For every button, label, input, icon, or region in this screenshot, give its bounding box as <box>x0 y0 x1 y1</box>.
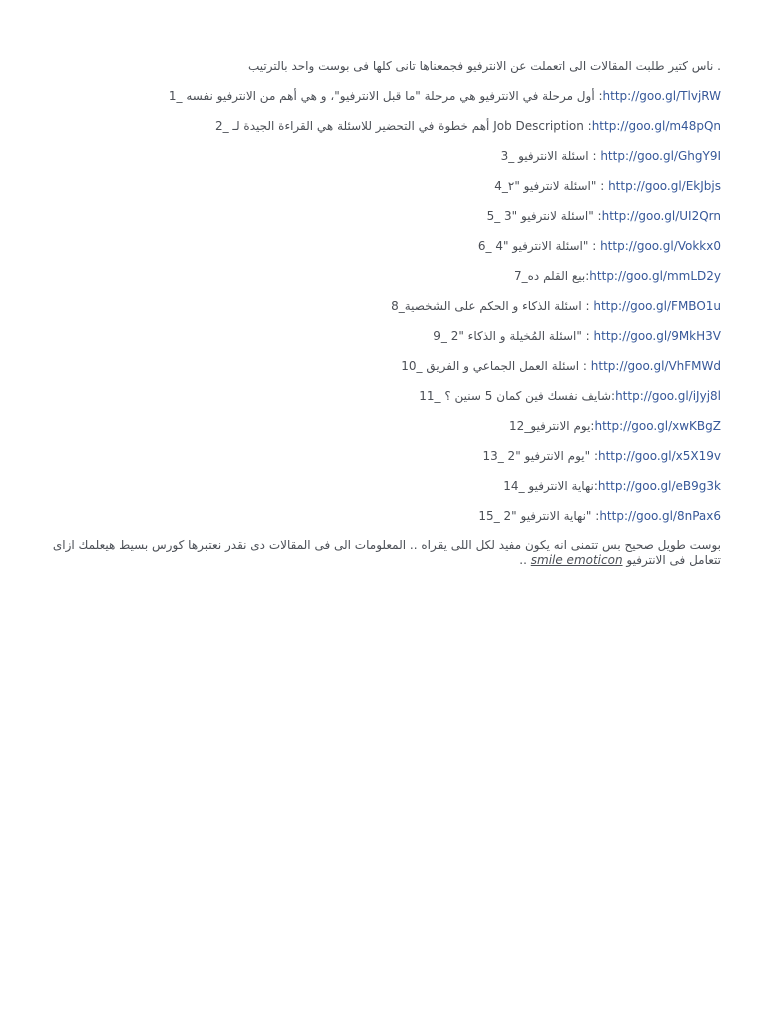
article-link[interactable]: http://goo.gl/GhgY9I <box>600 149 721 163</box>
article-link[interactable]: http://goo.gl/9MkH3V <box>593 329 721 343</box>
article-item <box>48 88 721 104</box>
article-link[interactable]: http://goo.gl/FMBO1u <box>593 299 721 313</box>
intro-paragraph: . ناس كتير طلبت المقالات الى اتعملت عن الانترفيو فجمعناها تانى كلها فى بوست واحد بالترتيب <box>247 59 721 73</box>
article-item <box>48 358 721 374</box>
article-link[interactable]: http://goo.gl/EkJbjs <box>608 179 721 193</box>
article-item <box>48 328 721 344</box>
article-item <box>48 478 721 494</box>
article-title: : اسئلة العمل الجماعي و الفريق _10 <box>401 359 591 373</box>
article-title: : "اسئلة لانترفيو "٢_4 <box>494 179 609 193</box>
article-link[interactable]: http://goo.gl/eB9g3k <box>597 479 721 493</box>
article-title: : أول مرحلة في الانترفيو هي مرحلة "ما قبل الانترفيو"، و هي أهم من الانترفيو نفسه _1 <box>168 89 603 103</box>
article-link[interactable]: http://goo.gl/UI2Qrn <box>601 209 721 223</box>
closing-paragraph <box>48 538 721 568</box>
article-item <box>48 178 721 194</box>
closing-text: بوست طويل صحيح بس تتمنى انه يكون مفيد لكل اللى يقراه .. المعلومات الى فى المقالات دى نقدر نعتبرها كورس بسيط هيعلمك ازاى تتعامل فى الانترفيو <box>52 538 721 567</box>
article-title: : "يوم الانترفيو "2 _13 <box>482 449 598 463</box>
article-link[interactable]: http://goo.gl/x5X19v <box>598 449 721 463</box>
article-item <box>48 148 721 164</box>
article-link[interactable]: http://goo.gl/xwKBgZ <box>594 419 721 433</box>
article-link[interactable]: http://goo.gl/TlvjRW <box>602 89 721 103</box>
article-item <box>48 118 721 134</box>
article-link[interactable]: http://goo.gl/iJyj8l <box>615 389 721 403</box>
article-list <box>48 88 721 524</box>
article-title: :بيع القلم ده_7 <box>513 269 590 283</box>
closing-dots: .. <box>519 553 527 567</box>
article-title: : "اسئلة لانترفيو "3 _5 <box>486 209 602 223</box>
article-item <box>48 208 721 224</box>
article-link[interactable]: http://goo.gl/m48pQn <box>591 119 721 133</box>
article-title: : "اسئلة الانترفيو "4 _6 <box>477 239 601 253</box>
article-item <box>48 388 721 404</box>
article-item <box>48 238 721 254</box>
article-link[interactable]: http://goo.gl/Vokkx0 <box>600 239 721 253</box>
article-title: :يوم الانترفيو_12 <box>509 419 595 433</box>
article-title: :نهاية الانترفيو _14 <box>503 479 598 493</box>
article-link[interactable]: http://goo.gl/8nPax6 <box>599 509 721 523</box>
article-item <box>48 298 721 314</box>
article-title: : Job Description أهم خطوة في التحضير للاسئلة هي القراءة الجيدة لـ _2 <box>214 119 592 133</box>
article-item <box>48 268 721 284</box>
article-link[interactable]: http://goo.gl/mmLD2y <box>589 269 721 283</box>
post-body <box>48 58 721 582</box>
article-item <box>48 418 721 434</box>
article-title: : اسئلة الانترفيو _3 <box>500 149 601 163</box>
article-title: : "اسئلة المُخيلة و الذكاء "2 _9 <box>433 329 594 343</box>
article-item <box>48 448 721 464</box>
article-title: : اسئلة الذكاء و الحكم على الشخصية_8 <box>391 299 594 313</box>
article-title: :شايف نفسك فين كمان 5 سنين ؟ _11 <box>419 389 616 403</box>
article-title: : "نهاية الانترفيو "2 _15 <box>478 509 600 523</box>
smile-emoticon[interactable]: smile emoticon <box>530 553 623 567</box>
article-link[interactable]: http://goo.gl/VhFMWd <box>590 359 721 373</box>
article-item <box>48 508 721 524</box>
